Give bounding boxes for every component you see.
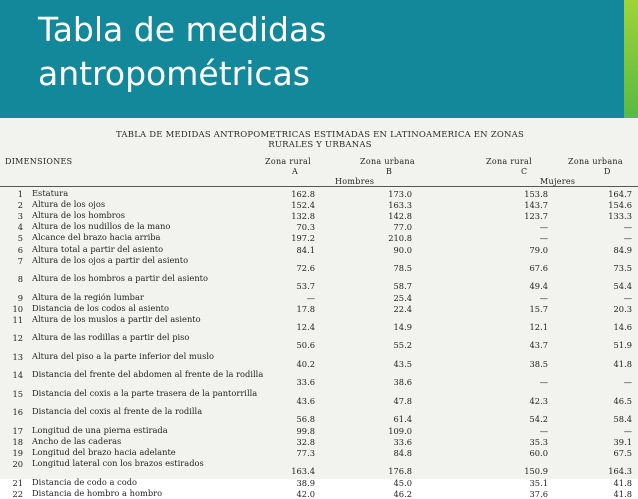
value-urban-men: 47.8 bbox=[393, 395, 412, 406]
value-rural-men: 152.4 bbox=[291, 200, 315, 211]
row-number: 5 bbox=[17, 233, 23, 244]
row-number: 9 bbox=[17, 292, 23, 303]
value-urban-women: — bbox=[623, 222, 632, 233]
row-number: 7 bbox=[17, 255, 23, 266]
column-c-name: Zona rural bbox=[486, 157, 532, 166]
slide-title-line-2: antropométricas bbox=[38, 54, 310, 93]
value-rural-men: 33.6 bbox=[296, 377, 315, 388]
value-rural-men: 32.8 bbox=[296, 436, 315, 447]
row-number: 12 bbox=[12, 333, 23, 344]
value-rural-women: 43.7 bbox=[529, 340, 548, 351]
value-urban-men: 43.5 bbox=[393, 358, 412, 369]
value-rural-men: 72.6 bbox=[296, 262, 315, 273]
value-rural-women: 153.8 bbox=[524, 189, 548, 199]
table-row bbox=[0, 352, 638, 369]
column-c-letter: C bbox=[521, 167, 528, 176]
group-women-label: Mujeres bbox=[540, 177, 576, 186]
table-row bbox=[0, 459, 638, 476]
value-urban-women: — bbox=[623, 292, 632, 303]
row-number: 3 bbox=[17, 211, 23, 222]
slide-title-line-1: Tabla de medidas bbox=[38, 10, 327, 49]
value-rural-women: — bbox=[539, 292, 548, 303]
table-row bbox=[0, 315, 638, 332]
row-number: 19 bbox=[12, 448, 23, 458]
dimension-label: Altura de los muslos a partir del asiento bbox=[32, 313, 201, 324]
value-rural-women: — bbox=[539, 377, 548, 388]
row-number: 2 bbox=[17, 200, 23, 211]
value-rural-men: 197.2 bbox=[291, 233, 315, 244]
value-rural-women: 60.0 bbox=[529, 448, 548, 458]
row-number: 17 bbox=[12, 425, 23, 436]
value-urban-women: — bbox=[623, 377, 632, 388]
value-rural-women: 15.7 bbox=[529, 303, 548, 314]
dimension-label: Distancia de los codos al asiento bbox=[32, 302, 169, 313]
dimension-label: Distancia de codo a codo bbox=[32, 476, 138, 487]
value-urban-men: 46.2 bbox=[393, 488, 412, 499]
value-rural-men: 12.4 bbox=[296, 321, 315, 332]
slide-header bbox=[0, 0, 638, 118]
value-urban-men: 55.2 bbox=[393, 340, 412, 351]
header-rule bbox=[0, 186, 638, 187]
dimension-label: Altura de los hombros bbox=[32, 210, 126, 221]
table-title-line-2: RURALES Y URBANAS bbox=[268, 140, 372, 150]
table-row bbox=[0, 489, 638, 499]
value-urban-men: 84.8 bbox=[393, 448, 412, 458]
row-number: 1 bbox=[17, 189, 23, 199]
dimension-label: Ancho de las caderas bbox=[32, 435, 122, 446]
value-rural-women: 35.3 bbox=[529, 436, 548, 447]
value-rural-men: 84.1 bbox=[296, 244, 315, 255]
value-rural-men: 99.8 bbox=[296, 425, 315, 436]
row-number: 20 bbox=[12, 459, 23, 470]
row-number: 15 bbox=[12, 388, 23, 399]
value-rural-women: 12.1 bbox=[529, 321, 548, 332]
dimension-label: Altura de los nudillos de la mano bbox=[32, 221, 171, 232]
table-row bbox=[0, 370, 638, 387]
value-urban-women: 39.1 bbox=[613, 436, 632, 447]
row-number: 10 bbox=[12, 303, 23, 314]
value-rural-women: 67.6 bbox=[529, 262, 548, 273]
table-row bbox=[0, 200, 638, 210]
value-rural-women: 35.1 bbox=[529, 477, 548, 488]
value-rural-women: 54.2 bbox=[529, 414, 548, 425]
value-rural-women: 42.3 bbox=[529, 395, 548, 406]
table-row bbox=[0, 389, 638, 406]
dimension-label: Altura de los ojos a partir del asiento bbox=[32, 254, 189, 265]
value-rural-men: 132.8 bbox=[291, 211, 315, 222]
row-number: 18 bbox=[12, 436, 23, 447]
table-row bbox=[0, 274, 638, 291]
value-urban-women: 58.4 bbox=[613, 414, 632, 425]
value-rural-women: 49.4 bbox=[529, 281, 548, 292]
value-urban-women: 41.8 bbox=[613, 477, 632, 488]
value-urban-men: 22.4 bbox=[393, 303, 412, 314]
table-row bbox=[0, 426, 638, 436]
row-number: 8 bbox=[17, 274, 23, 285]
table-row bbox=[0, 189, 638, 199]
table-row bbox=[0, 333, 638, 350]
dimension-label: Alcance del brazo hacia arriba bbox=[32, 232, 161, 243]
row-number: 13 bbox=[12, 351, 23, 362]
value-rural-women: 37.6 bbox=[529, 488, 548, 499]
value-rural-women: 143.7 bbox=[524, 200, 548, 211]
value-urban-men: 78.5 bbox=[393, 262, 412, 273]
value-rural-men: 42.0 bbox=[296, 488, 315, 499]
value-rural-women: — bbox=[539, 425, 548, 436]
column-a-letter: A bbox=[292, 167, 299, 176]
value-urban-men: 173.0 bbox=[388, 189, 412, 199]
value-urban-men: 38.6 bbox=[393, 377, 412, 388]
table-row bbox=[0, 304, 638, 314]
column-d-letter: D bbox=[604, 167, 611, 176]
table-row bbox=[0, 407, 638, 424]
value-urban-men: 210.8 bbox=[388, 233, 412, 244]
value-rural-men: 56.8 bbox=[296, 414, 315, 425]
row-number: 22 bbox=[12, 488, 23, 499]
value-urban-women: 73.5 bbox=[613, 262, 632, 273]
table-title-line-1: TABLA DE MEDIDAS ANTROPOMETRICAS ESTIMADAS EN LATINOAMERICA EN ZONAS bbox=[116, 130, 524, 140]
value-rural-men: 70.3 bbox=[296, 222, 315, 233]
value-rural-men: 163.4 bbox=[291, 466, 315, 477]
value-rural-men: 17.8 bbox=[296, 303, 315, 314]
slide-title bbox=[38, 8, 326, 96]
value-rural-men: 50.6 bbox=[296, 340, 315, 351]
column-d-name: Zona urbana bbox=[568, 157, 623, 166]
value-urban-men: 163.3 bbox=[388, 200, 412, 211]
value-urban-women: 164.3 bbox=[608, 466, 632, 477]
value-urban-women: 51.9 bbox=[613, 340, 632, 351]
scanned-table bbox=[0, 118, 638, 499]
value-urban-men: 45.0 bbox=[393, 477, 412, 488]
value-rural-men: 53.7 bbox=[296, 281, 315, 292]
value-rural-women: 123.7 bbox=[524, 211, 548, 222]
value-urban-men: 109.0 bbox=[388, 425, 412, 436]
value-urban-women: 41.8 bbox=[613, 488, 632, 499]
dimensions-header: DIMENSIONES bbox=[5, 157, 73, 166]
table-row bbox=[0, 222, 638, 232]
dimension-label: Altura total a partir del asiento bbox=[32, 243, 164, 254]
group-men-label: Hombres bbox=[335, 177, 375, 186]
table-title bbox=[40, 130, 600, 150]
table-row bbox=[0, 211, 638, 221]
dimension-label: Distancia del frente del abdomen al frente de la rodilla bbox=[32, 369, 264, 380]
value-urban-men: 14.9 bbox=[393, 321, 412, 332]
value-rural-men: 77.3 bbox=[296, 448, 315, 458]
value-rural-men: 162.8 bbox=[291, 189, 315, 199]
dimension-label: Distancia de hombro a hombro bbox=[32, 487, 163, 498]
value-rural-men: 40.2 bbox=[296, 358, 315, 369]
dimension-label: Longitud de una pierna estirada bbox=[32, 424, 168, 435]
value-urban-women: 41.8 bbox=[613, 358, 632, 369]
value-rural-women: 38.5 bbox=[529, 358, 548, 369]
header-accent-bar bbox=[624, 0, 638, 118]
dimension-label: Longitud lateral con los brazos estirados bbox=[32, 458, 204, 469]
dimension-label: Altura de los hombros a partir del asiento bbox=[32, 273, 209, 284]
value-rural-men: 38.9 bbox=[296, 477, 315, 488]
table-row bbox=[0, 233, 638, 243]
dimension-label: Altura de las rodillas a partir del piso bbox=[32, 332, 190, 343]
value-urban-women: 46.5 bbox=[613, 395, 632, 406]
value-urban-men: 58.7 bbox=[393, 281, 412, 292]
dimension-label: Distancia del coxis a la parte trasera de la pantorrilla bbox=[32, 387, 258, 398]
value-urban-women: — bbox=[623, 425, 632, 436]
column-a-name: Zona rural bbox=[265, 157, 311, 166]
value-rural-women: 150.9 bbox=[524, 466, 548, 477]
row-number: 14 bbox=[12, 370, 23, 381]
value-urban-men: 25.4 bbox=[393, 292, 412, 303]
value-urban-men: 176.8 bbox=[388, 466, 412, 477]
dimension-label: Altura de la región lumbar bbox=[32, 291, 144, 302]
row-number: 21 bbox=[12, 477, 23, 488]
dimension-label: Estatura bbox=[32, 188, 69, 198]
table-row bbox=[0, 437, 638, 447]
dimension-label: Longitud del brazo hacia adelante bbox=[32, 447, 176, 457]
dimension-label: Altura del piso a la parte inferior del muslo bbox=[32, 350, 214, 361]
table-row bbox=[0, 478, 638, 488]
column-b-name: Zona urbana bbox=[360, 157, 415, 166]
value-urban-women: 84.9 bbox=[613, 244, 632, 255]
value-urban-men: 142.8 bbox=[388, 211, 412, 222]
table-row bbox=[0, 293, 638, 303]
value-urban-women: 54.4 bbox=[613, 281, 632, 292]
value-rural-women: 79.0 bbox=[529, 244, 548, 255]
table-row bbox=[0, 448, 638, 458]
row-number: 6 bbox=[17, 244, 23, 255]
table-row bbox=[0, 245, 638, 255]
value-urban-women: 154.6 bbox=[608, 200, 632, 211]
value-urban-women: 20.3 bbox=[613, 303, 632, 314]
value-urban-women: 164.7 bbox=[608, 189, 632, 199]
row-number: 16 bbox=[12, 407, 23, 418]
dimension-label: Distancia del coxis al frente de la rodilla bbox=[32, 406, 203, 417]
value-urban-men: 90.0 bbox=[393, 244, 412, 255]
value-rural-women: — bbox=[539, 222, 548, 233]
value-urban-women: — bbox=[623, 233, 632, 244]
value-rural-women: — bbox=[539, 233, 548, 244]
row-number: 4 bbox=[17, 222, 23, 233]
value-urban-men: 61.4 bbox=[393, 414, 412, 425]
row-number: 11 bbox=[12, 314, 23, 325]
value-rural-men: 43.6 bbox=[296, 395, 315, 406]
dimension-label: Altura de los ojos bbox=[32, 199, 106, 210]
value-urban-women: 133.3 bbox=[608, 211, 632, 222]
value-urban-women: 67.5 bbox=[613, 448, 632, 458]
value-urban-women: 14.6 bbox=[613, 321, 632, 332]
value-urban-men: 77.0 bbox=[393, 222, 412, 233]
value-rural-men: — bbox=[306, 292, 315, 303]
column-b-letter: B bbox=[386, 167, 393, 176]
table-row bbox=[0, 256, 638, 273]
value-urban-men: 33.6 bbox=[393, 436, 412, 447]
